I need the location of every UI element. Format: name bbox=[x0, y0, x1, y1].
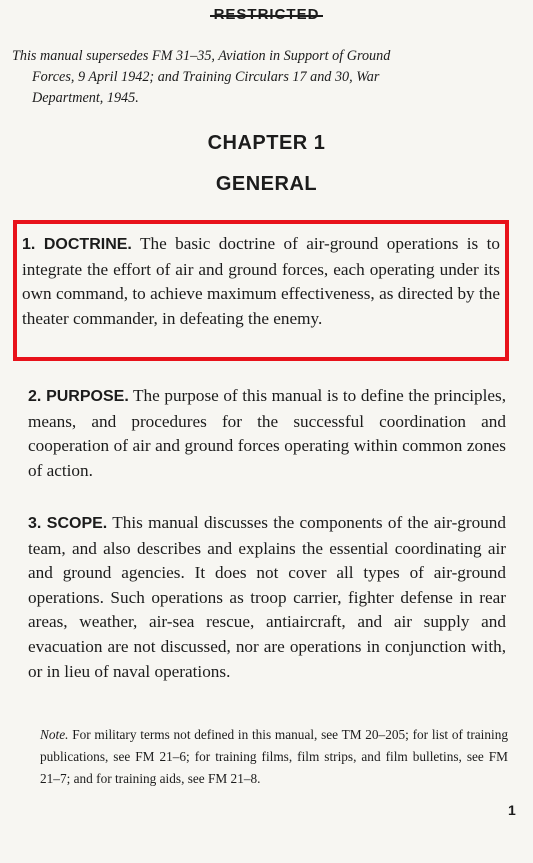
note-block bbox=[40, 724, 508, 790]
paragraph-scope bbox=[28, 511, 506, 684]
paragraph-body: This manual discusses the components of the air-ground team, and also describes and explains the essential coordinating air and ground agencies. It does not cover all types of air-ground operations. Such operations as troop carrier, fighter defense in rear areas, weather, air-sea rescue, antiaircraft, and air supply and evacuation are not discussed, nor are operations in conjunction with, or in lieu of naval operations. bbox=[28, 513, 506, 681]
paragraph-body: The basic doctrine of air-ground operations is to integrate the effort of air and ground forces, each operating under its own command, to achieve maximum effectiveness, as directed by the theater commander, in defeating the enemy. bbox=[22, 234, 500, 328]
paragraph-heading: 2. PURPOSE. bbox=[28, 388, 129, 405]
restricted-label: RESTRICTED bbox=[213, 6, 320, 23]
chapter-number: CHAPTER 1 bbox=[207, 132, 326, 154]
supersedes-line-1: This manual supersedes FM 31–35, Aviation in Support of Ground bbox=[12, 48, 391, 64]
note-text: For military terms not defined in this manual, see TM 20–205; for list of training publications, see FM 21–6; for training films, film strips, and film bulletins, see FM 21–7; and for training aids, see FM 21–8. bbox=[40, 727, 509, 786]
paragraph-body: The purpose of this manual is to define the principles, means, and procedures for the successful coordination and cooperation of air and ground forces operating within common zones of action. bbox=[28, 386, 506, 480]
paragraph-doctrine bbox=[22, 232, 500, 331]
restricted-stamp bbox=[0, 6, 533, 23]
paragraph-heading: 3. SCOPE. bbox=[28, 515, 108, 532]
supersedes-notice bbox=[12, 46, 508, 109]
paragraph-heading: 1. DOCTRINE. bbox=[22, 236, 132, 253]
supersedes-line-3: Department, 1945. bbox=[32, 90, 139, 106]
page-number: 1 bbox=[508, 802, 516, 818]
paragraph-purpose bbox=[28, 384, 506, 483]
supersedes-line-2: Forces, 9 April 1942; and Training Circulars 17 and 30, War bbox=[32, 69, 380, 85]
note-label: Note. bbox=[40, 727, 69, 742]
chapter-title: GENERAL bbox=[215, 173, 318, 195]
